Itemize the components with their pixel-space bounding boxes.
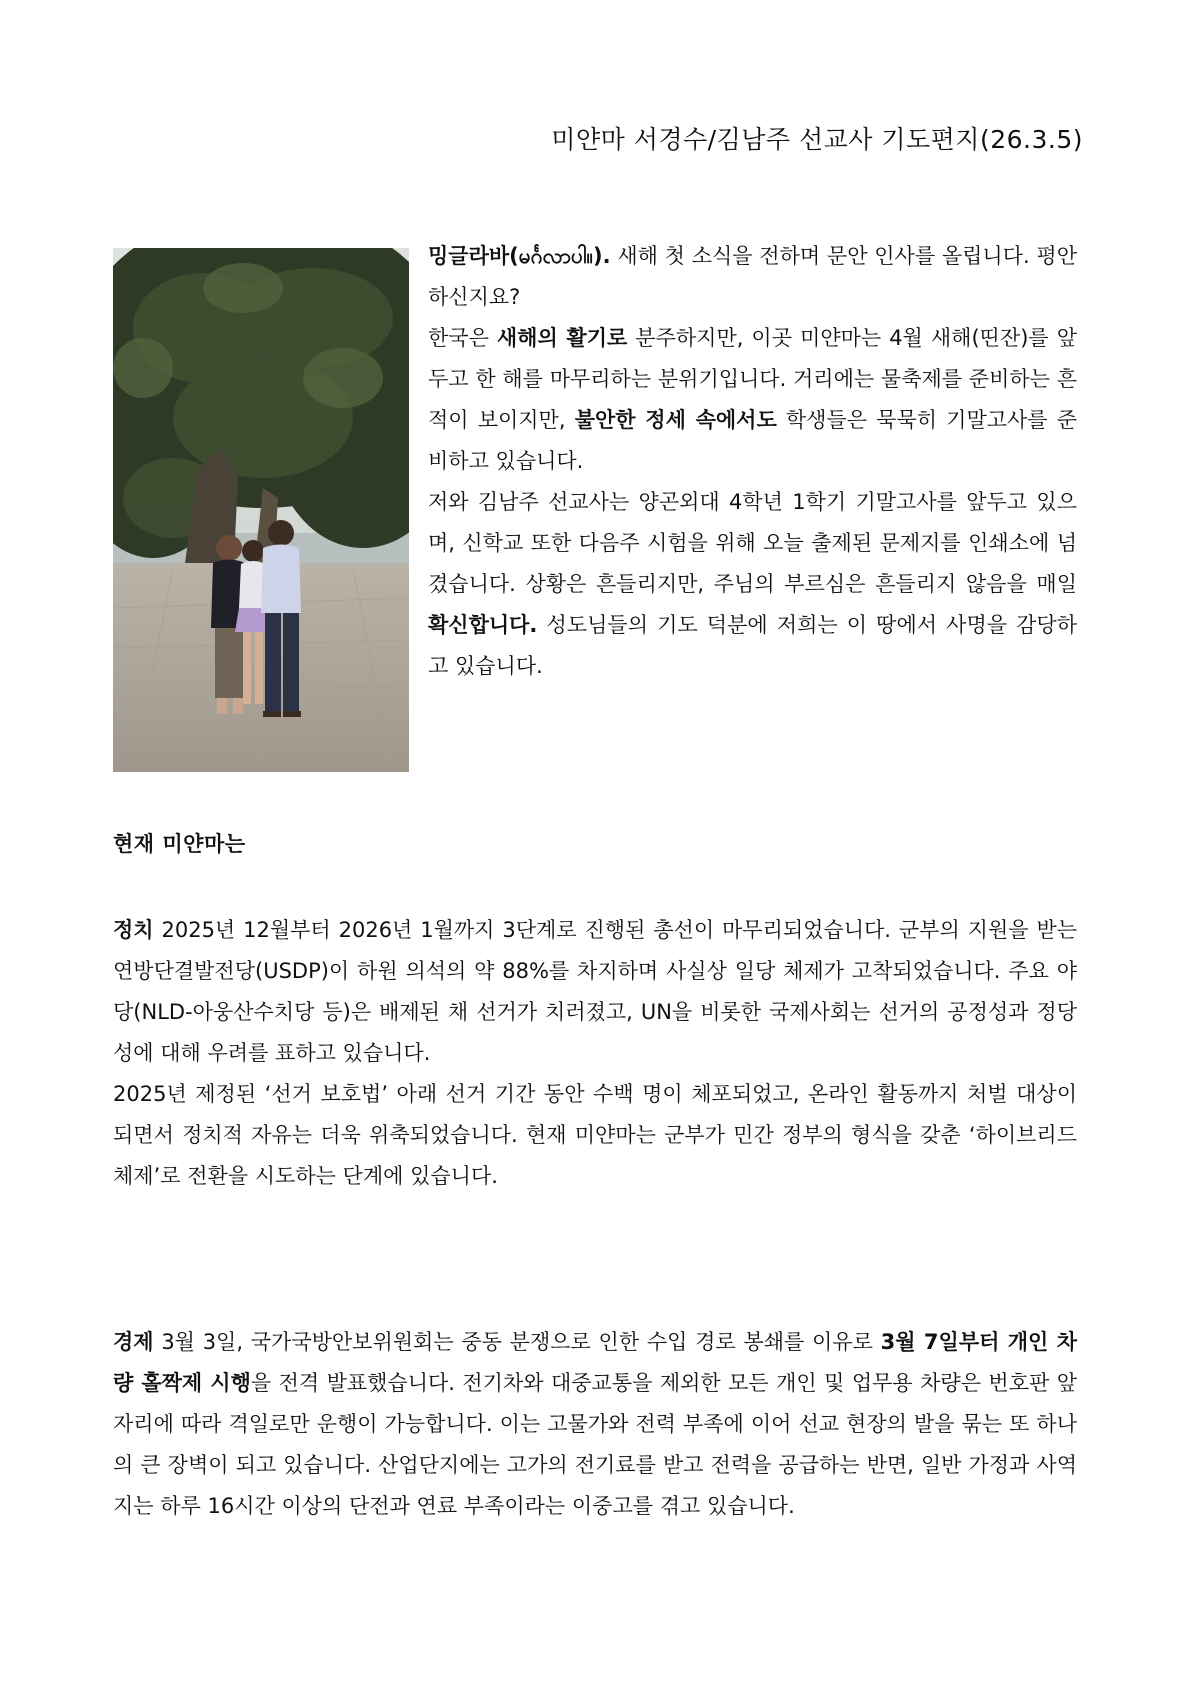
text-run: 저와 김남주 선교사는 양곤외대 4학년 1학기 기말고사를 앞두고 있으며, 신학교 또한 다음주 시험을 위해 오늘 출제된 문제지를 인쇄소에 넘겼습니다. 상황은 흔들리지만, 주님의 부르심은 흔들리지 않음을 매일: [428, 490, 1077, 596]
bold-text: 경제: [113, 1330, 154, 1354]
text-run: 학생들은 묵묵히 기말고사를 준비하고 있습니다.: [428, 408, 1077, 473]
intro-paragraph-3: [428, 482, 1077, 687]
family-photo: [113, 248, 409, 772]
text-run: 새해 첫 소식을 전하며 문안 인사를 올립니다. 평안하신지요?: [428, 244, 1077, 309]
politics-section: [113, 910, 1077, 1197]
bold-text: 정치: [113, 918, 154, 942]
intro-paragraph-2: [428, 318, 1077, 482]
intro-text: [428, 236, 1077, 687]
text-run: 2025년 12월부터 2026년 1월까지 3단계로 진행된 총선이 마무리되었습니다. 군부의 지원을 받는 연방단결발전당(USDP)이 하원 의석의 약 88%를 차지하며 사실상 일당 체제가 고착되었습니다. 주요 야당(NLD-아웅산수치당 등)은 배제된 채 선거가 치러졌고, UN을 비롯한 국제사회는 선거의 공정성과 정당성에 대해 우려를 표하고 있습니다.: [113, 918, 1077, 1065]
section-heading: 현재 미얀마는: [113, 832, 246, 856]
politics-paragraph-1: [113, 910, 1077, 1074]
text-run: 을 전격 발표했습니다. 전기차와 대중교통을 제외한 모든 개인 및 업무용 차량은 번호판 앞자리에 따라 격일로만 운행이 가능합니다. 이는 고물가와 전력 부족에 이어 선교 현장의 발을 묶는 또 하나의 큰 장벽이 되고 있습니다. 산업단지에는 고가의 전기료를 받고 전력을 공급하는 반면, 일반 가정과 사역지는 하루 16시간 이상의 단전과 연료 부족이라는 이중고를 겪고 있습니다.: [113, 1371, 1077, 1518]
text-run: 한국은: [428, 326, 497, 350]
text-run: 3월 3일, 국가국방안보위원회는 중동 분쟁으로 인한 수입 경로 봉쇄를 이유로: [153, 1330, 881, 1354]
bold-text: 확신합니다.: [428, 613, 538, 637]
politics-paragraph-2: [113, 1074, 1077, 1197]
economy-paragraph-1: [113, 1322, 1077, 1527]
bold-text: 불안한 정세 속에서도: [574, 408, 777, 432]
economy-section: [113, 1322, 1077, 1527]
text-run: 2025년 제정된 ‘선거 보호법’ 아래 선거 기간 동안 수백 명이 체포되었고, 온라인 활동까지 처벌 대상이 되면서 정치적 자유는 더욱 위축되었습니다. 현재 미얀마는 군부가 민간 정부의 형식을 갖춘 ‘하이브리드 체제’로 전환을 시도하는 단계에 있습니다.: [113, 1082, 1077, 1188]
letter-title: 미얀마 서경수/김남주 선교사 기도편지(26.3.5): [551, 125, 1083, 154]
intro-paragraph-1: [428, 236, 1077, 318]
text-run: 분주하지만, 이곳 미얀마는 4월 새해(띤잔)를 앞두고 한 해를 마무리하는 분위기입니다. 거리에는 물축제를 준비하는 흔적이 보이지만,: [428, 326, 1077, 432]
text-run: 성도님들의 기도 덕분에 저희는 이 땅에서 사명을 감당하고 있습니다.: [428, 613, 1077, 678]
bold-text: 새해의 활기로: [496, 326, 628, 350]
bold-text: 밍글라바(မင်္ဂလာပါ။).: [428, 244, 611, 268]
bold-text: 3월 7일부터 개인 차량 홀짝제 시행: [113, 1330, 1077, 1395]
